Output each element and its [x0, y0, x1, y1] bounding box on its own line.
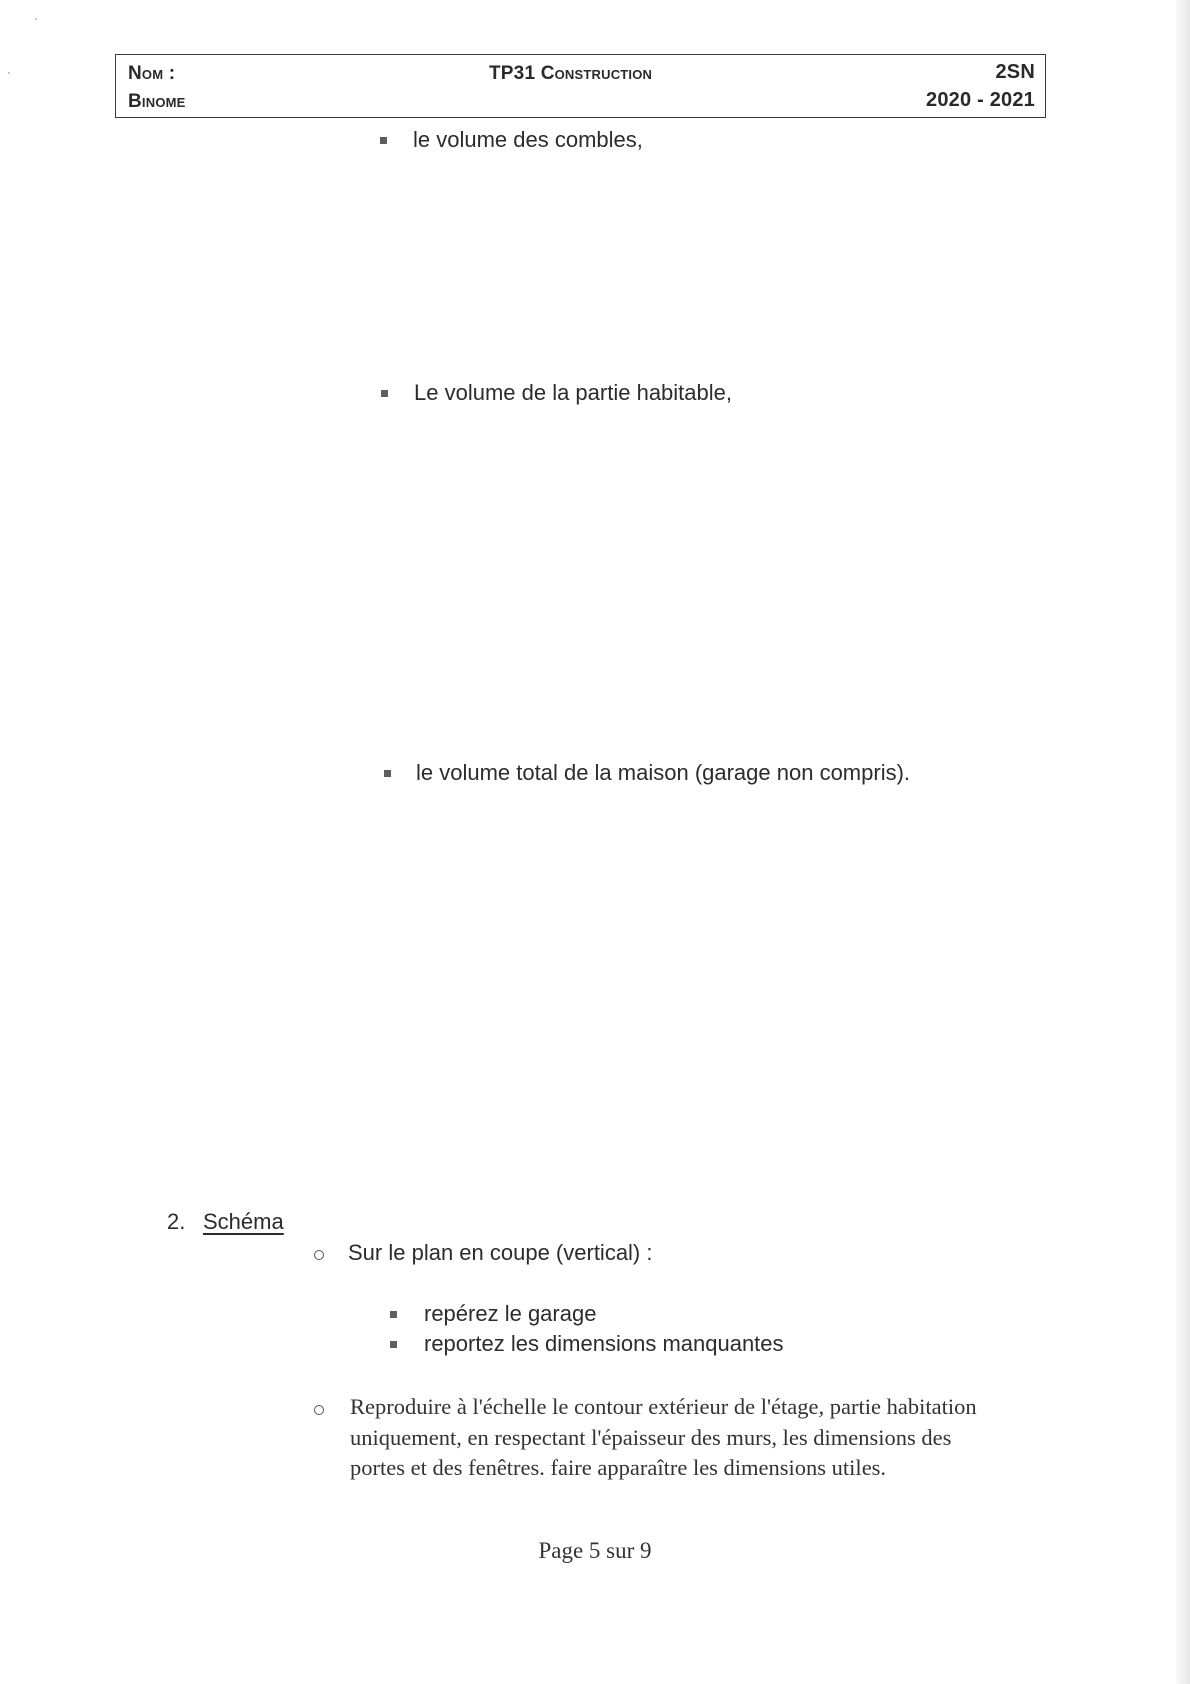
- header-nom-label: Nom :: [128, 63, 176, 84]
- page-right-edge-shadow: [1176, 0, 1190, 1684]
- square-bullet-icon: [390, 1341, 397, 1348]
- header-title: TP31 Construction: [489, 63, 653, 84]
- scan-speck: [35, 18, 37, 20]
- volume-item-combles: le volume des combles,: [413, 127, 643, 152]
- square-bullet-icon: [381, 390, 388, 397]
- scan-speck: [8, 72, 10, 74]
- section-item-plan-coupe: Sur le plan en coupe (vertical) :: [348, 1240, 653, 1265]
- section-item-reproduire: Reproduire à l'échelle le contour extérieur de l'étage, partie habitation uniquement, en respectant l'épaisseur des murs, les dimensions des portes et des fenêtres. faire apparaître les dimensions utiles.: [350, 1394, 977, 1480]
- square-bullet-icon: [384, 770, 391, 777]
- volume-item-habitable: Le volume de la partie habitable,: [414, 380, 732, 405]
- section-title: Schéma: [203, 1209, 284, 1234]
- subitem-garage: repérez le garage: [424, 1301, 597, 1326]
- section-number: 2.: [167, 1209, 186, 1234]
- header-year: 2020 - 2021: [926, 89, 1035, 111]
- circle-bullet-icon: [314, 1405, 324, 1415]
- header-binome-label: Binome: [128, 91, 186, 112]
- page-number: Page 5 sur 9: [538, 1538, 652, 1563]
- volume-item-total: le volume total de la maison (garage non compris).: [416, 760, 911, 785]
- square-bullet-icon: [380, 137, 387, 144]
- subitem-dimensions: reportez les dimensions manquantes: [424, 1331, 784, 1356]
- square-bullet-icon: [390, 1311, 397, 1318]
- document-header: [115, 54, 1046, 118]
- header-class: 2SN: [995, 61, 1035, 83]
- circle-bullet-icon: [314, 1250, 324, 1260]
